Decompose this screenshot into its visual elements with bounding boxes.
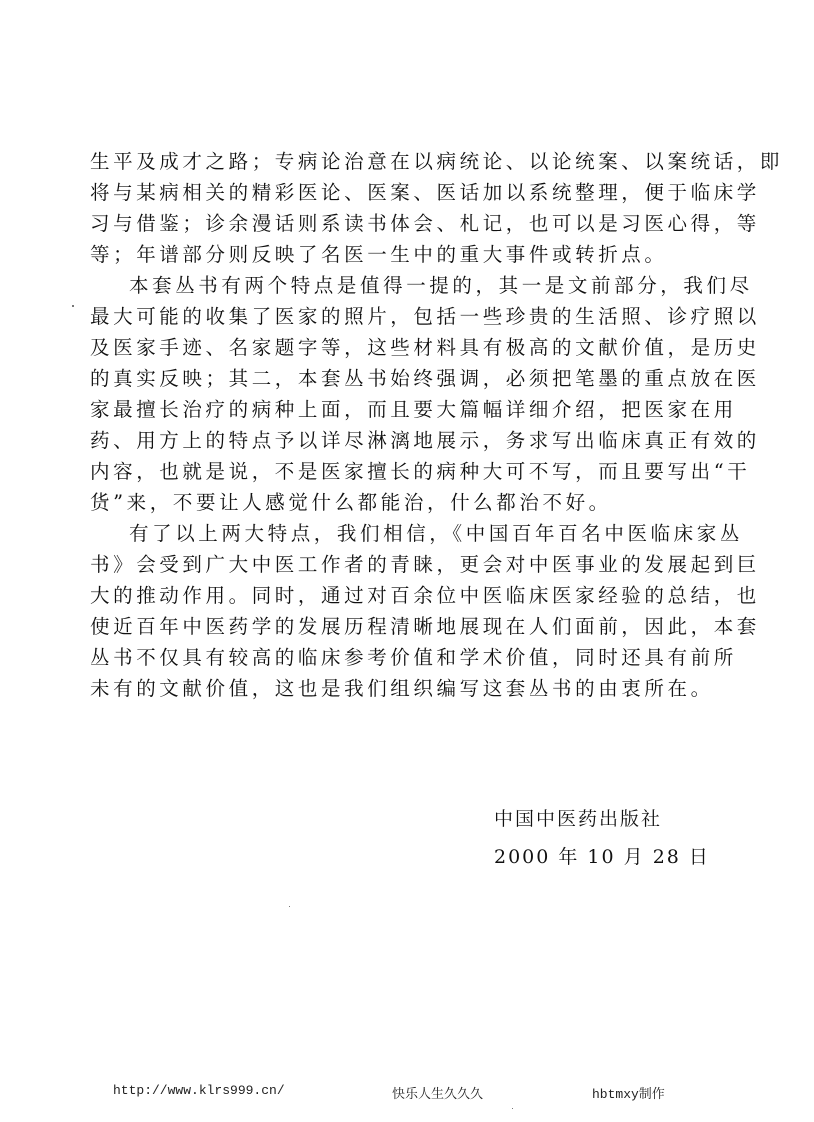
text-line: 药、用方上的特点予以详尽淋漓地展示，务求写出临床真正有效的 bbox=[90, 429, 760, 452]
text-line: 有了以上两大特点，我们相信，《中国百年百名中医临床家丛 bbox=[129, 522, 743, 545]
page-footer bbox=[0, 1083, 814, 1103]
paragraph-1 bbox=[90, 146, 784, 270]
paragraph-2 bbox=[90, 270, 760, 518]
text-line: 将与某病相关的精彩医论、医案、医话加以系统整理，便于临床学 bbox=[90, 181, 760, 204]
signature-block bbox=[494, 800, 714, 876]
text-line: 生平及成才之路；专病论治意在以病统论、以论统案、以案统话，即 bbox=[90, 150, 784, 173]
scan-speck bbox=[512, 1108, 513, 1109]
text-line: 等；年谱部分则反映了名医一生中的重大事件或转折点。 bbox=[90, 243, 668, 266]
text-line: 使近百年中医药学的发展历程清晰地展现在人们面前，因此，本套 bbox=[90, 615, 760, 638]
text-line: 家最擅长治疗的病种上面，而且要大篇幅详细介绍，把医家在用 bbox=[90, 398, 737, 421]
text-line: 货”来，不要让人感觉什么都能治，什么都治不好。 bbox=[90, 491, 612, 514]
text-line: 最大可能的收集了医家的照片，包括一些珍贵的生活照、诊疗照以 bbox=[90, 305, 760, 328]
scan-speck bbox=[289, 906, 290, 907]
paragraph-3 bbox=[90, 518, 760, 704]
footer-credit: hbtmxy制作 bbox=[592, 1087, 665, 1102]
text-line: 未有的文献价值，这也是我们组织编写这套丛书的由衷所在。 bbox=[90, 677, 714, 700]
text-line: 大的推动作用。同时，通过对百余位中医临床医家经验的总结，也 bbox=[90, 584, 760, 607]
text-line: 的真实反映；其二，本套丛书始终强调，必须把笔墨的重点放在医 bbox=[90, 367, 760, 390]
text-line: 及医家手迹、名家题字等，这些材料具有极高的文献价值，是历史 bbox=[90, 336, 760, 359]
text-line: 丛书不仅具有较高的临床参考价值和学术价值，同时还具有前所 bbox=[90, 646, 737, 669]
scan-speck bbox=[72, 305, 74, 307]
text-line: 习与借鉴；诊余漫话则系读书体会、札记，也可以是习医心得，等 bbox=[90, 212, 760, 235]
publication-date: 2000 年 10 月 28 日 bbox=[494, 846, 710, 868]
body-text bbox=[90, 146, 784, 704]
text-line: 内容，也就是说，不是医家擅长的病种大可不写，而且要写出“干 bbox=[90, 460, 751, 483]
publisher-name: 中国中医药出版社 bbox=[494, 808, 663, 830]
text-line: 本套丛书有两个特点是值得一提的，其一是文前部分，我们尽 bbox=[129, 274, 753, 297]
footer-slogan: 快乐人生久久久 bbox=[392, 1087, 484, 1102]
text-line: 书》会受到广大中医工作者的青睐，更会对中医事业的发展起到巨 bbox=[90, 553, 760, 576]
footer-url[interactable]: http://www.klrs999.cn/ bbox=[113, 1083, 285, 1098]
